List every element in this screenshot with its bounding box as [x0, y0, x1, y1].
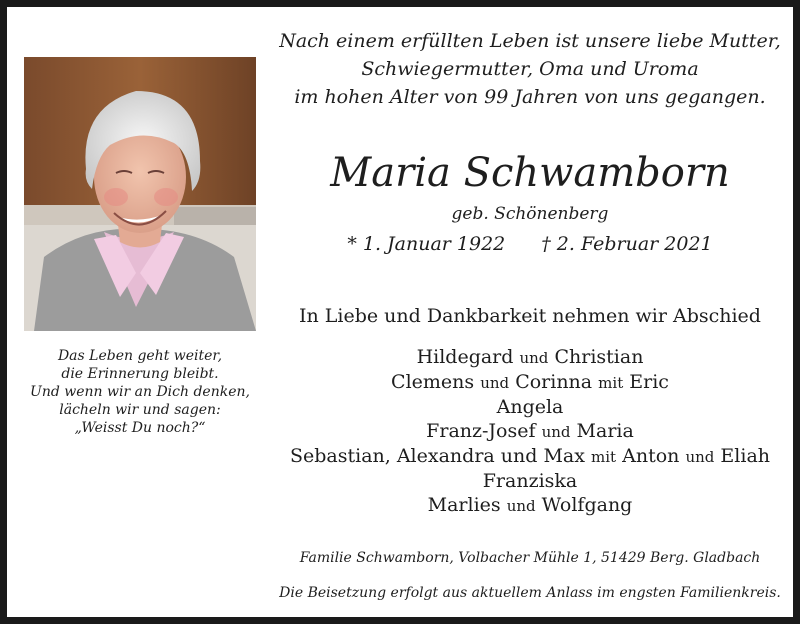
intro-text — [275, 27, 785, 111]
intro-line: Schwiegermutter, Oma und Uroma — [361, 58, 699, 80]
mourner-name: Eric — [629, 371, 669, 393]
mourner-line — [275, 370, 785, 395]
birth-name: geb. Schönenberg — [451, 204, 609, 224]
deceased-name: Maria Schwamborn — [330, 150, 730, 196]
conjunction: und — [519, 349, 549, 367]
portrait-photo — [24, 57, 256, 331]
mourner-name: Anton — [622, 445, 680, 467]
mourner-line — [275, 493, 785, 518]
intro-line: im hohen Alter von 99 Jahren von uns gegangen. — [294, 86, 766, 108]
motto-line: Das Leben geht weiter, — [57, 348, 223, 364]
motto-line: lächeln wir und sagen: — [59, 402, 221, 418]
conjunction: mit — [598, 374, 624, 392]
conjunction: und — [506, 497, 536, 515]
mourner-line — [275, 345, 785, 370]
motto-text — [15, 347, 265, 437]
motto-line: Und wenn wir an Dich denken, — [30, 384, 250, 400]
family-list — [275, 345, 785, 518]
mourner-line — [275, 419, 785, 444]
obituary-card — [7, 7, 793, 617]
mourner-name: Corinna — [515, 371, 593, 393]
mourner-name: Clemens — [391, 371, 475, 393]
mourner-name: Angela — [496, 396, 564, 418]
mourner-name: Christian — [554, 346, 644, 368]
conjunction: und — [685, 448, 715, 466]
mourner-name: Eliah — [720, 445, 771, 467]
birth-date: * 1. Januar 1922 — [347, 233, 506, 255]
conjunction: mit — [591, 448, 617, 466]
conjunction: und — [541, 423, 571, 441]
mourner-name: Sebastian, Alexandra und Max — [289, 445, 585, 467]
mourner-name: Marlies — [427, 494, 501, 516]
death-date: † 2. Februar 2021 — [541, 233, 713, 255]
intro-line: Nach einem erfüllten Leben ist unsere liebe Mutter, — [279, 30, 781, 52]
mourner-name: Franz-Josef — [426, 420, 536, 442]
family-address: Familie Schwamborn, Volbacher Mühle 1, 51429 Berg. Gladbach — [299, 550, 761, 566]
mourner-name: Hildegard — [416, 346, 514, 368]
farewell-text: In Liebe und Dankbarkeit nehmen wir Abschied — [299, 305, 761, 327]
mourner-line — [275, 469, 785, 493]
life-dates — [275, 231, 785, 257]
burial-note: Die Beisetzung erfolgt aus aktuellem Anlass im engsten Familienkreis. — [279, 585, 781, 601]
mourner-name: Wolfgang — [541, 494, 633, 516]
mourner-name: Maria — [576, 420, 634, 442]
mourner-line — [275, 444, 785, 469]
motto-line: „Weisst Du noch?“ — [74, 420, 206, 436]
conjunction: und — [480, 374, 510, 392]
mourner-line — [275, 395, 785, 419]
mourner-name: Franziska — [482, 470, 578, 492]
motto-line: die Erinnerung bleibt. — [61, 366, 219, 382]
